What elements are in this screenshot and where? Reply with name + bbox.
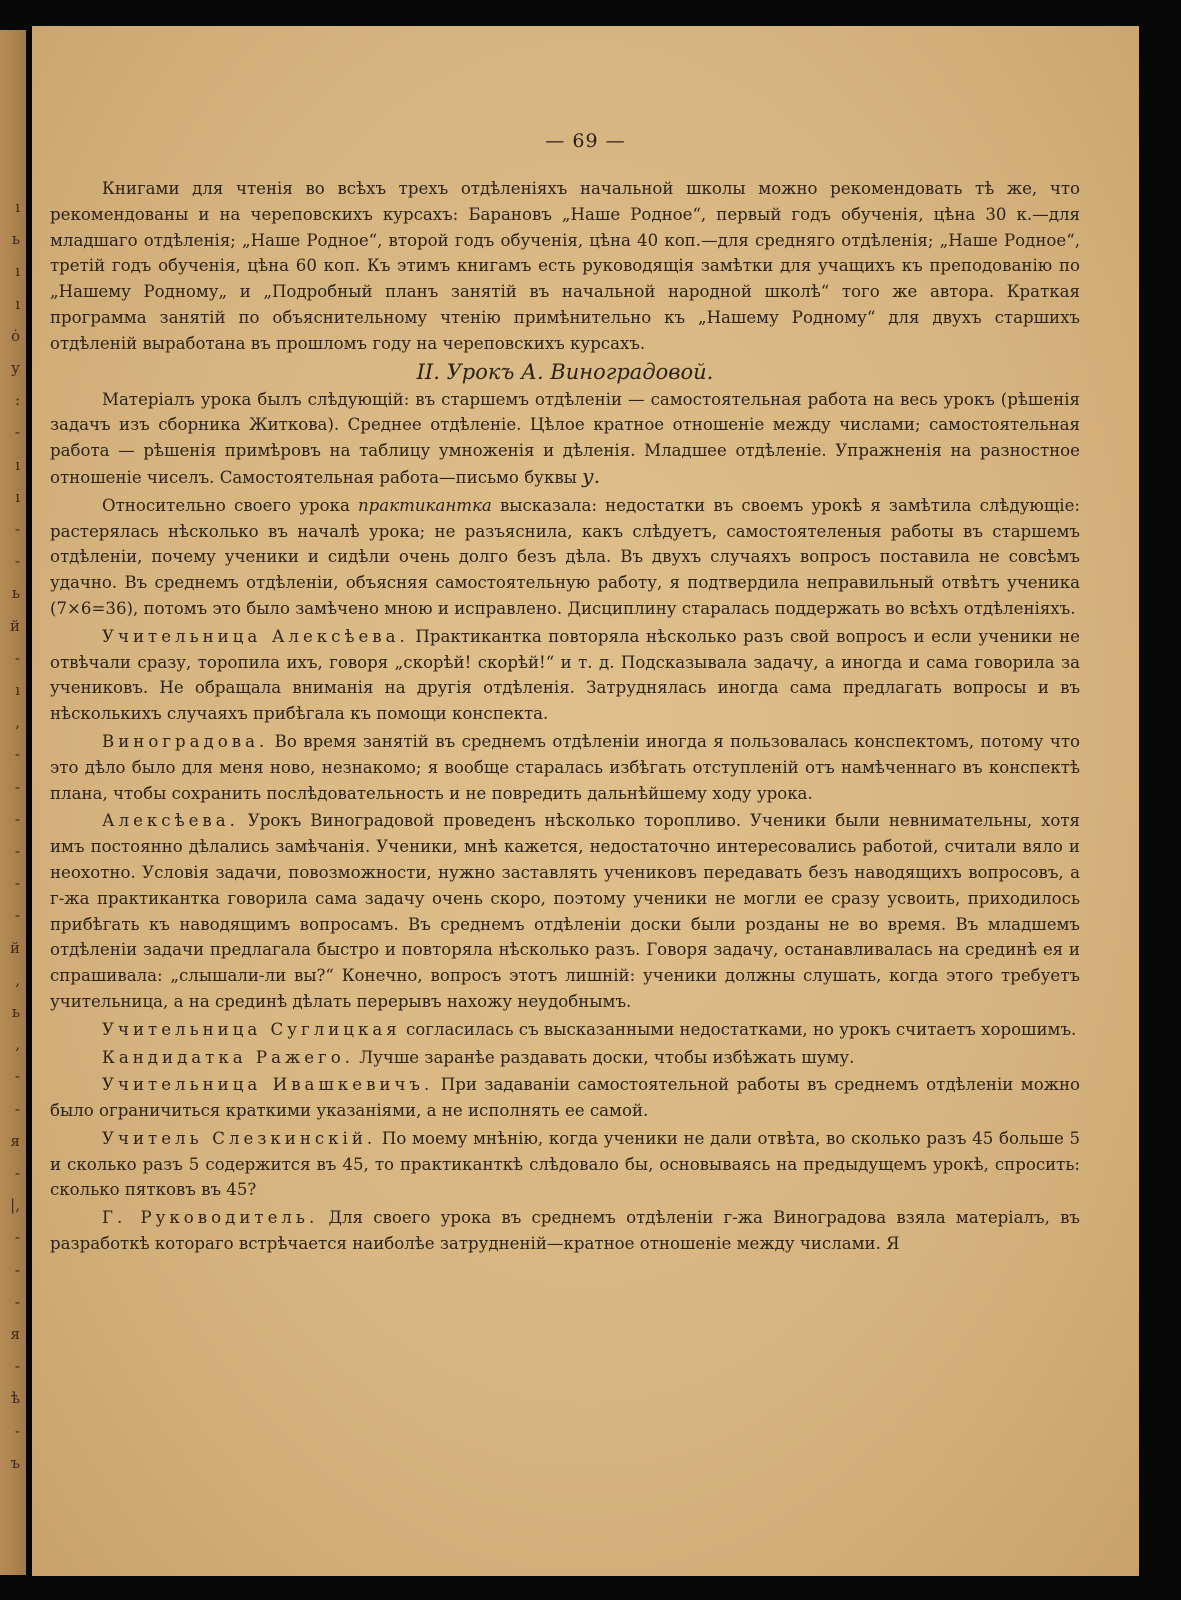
margin-mark: ,: [15, 970, 20, 989]
margin-mark: -: [14, 648, 20, 667]
paragraph-books: Книгами для чтенія во всѣхъ трехъ отдѣленіяхъ начальной школы можно рекомендовать тѣ же, что рекомендованы и на череповскихъ курсахъ: Барановъ „Наше Родное“, первый годъ обученія, цѣна 30 к.—для младшаго отдѣленія; „Наше Родное“, второй годъ обученія, цѣна 40 коп.—для средняго отдѣленія; „Наше Родное“, третій годъ обученія, цѣна 60 коп. Къ этимъ книгамъ есть руководящія замѣтки для учащихъ къ преподованію по „Нашему Родному„ и „Подробный планъ занятій въ начальной народной школѣ“ того же автора. Краткая программа занятій по объяснительному чтенію примѣнительно къ „Нашему Родному“ для двухъ старшихъ отдѣленій выработана въ прошломъ году на череповскихъ курсахъ.: [50, 179, 1080, 353]
remark-razhego: [50, 1045, 1080, 1071]
practicant-before: Относительно своего урока: [102, 495, 350, 515]
margin-mark: -: [14, 1164, 20, 1182]
remark-text: Для своего урока въ среднемъ отдѣленіи г-жа Виноградова взяла матеріалъ, въ разработкѣ котораго встрѣчается наиболѣе затрудненій—кратное отношеніе между числами. Я: [50, 1208, 1080, 1254]
margin-mark: ı: [15, 681, 20, 699]
margin-mark: -: [14, 1260, 20, 1279]
margin-mark: |,: [10, 1196, 20, 1215]
material-text: Матеріалъ урока былъ слѣдующій: въ старшемъ отдѣленіи — самостоятельная работа на весь урокъ (рѣшенія задачъ изъ сборника Житкова). Среднее отдѣленіе. Цѣлое кратное отношеніе между числами; самостоятельная работа — рѣшенія примѣровъ на таблицу умноженія и дѣленія. Младшее отдѣленіе. Упражненія на разностное отношеніе чиселъ. Самостоятельная работа—письмо буквы: [50, 389, 1080, 487]
speaker-name: Учитель Слезкинскій.: [102, 1128, 377, 1148]
material-letter: у.: [582, 463, 601, 488]
margin-mark: ı: [15, 198, 20, 216]
remark-slezkinsky: [50, 1126, 1080, 1203]
margin-mark: -: [14, 906, 20, 925]
margin-mark: я: [10, 1131, 20, 1150]
margin-mark: ı: [15, 455, 20, 474]
margin-mark: -: [14, 520, 20, 538]
remark-text: При задаваніи самостоятельной работы въ среднемъ отдѣленіи можно было ограничиться краткими указаніями, а не исполнять ее самой.: [50, 1075, 1081, 1121]
remark-alekseeva-1: [50, 624, 1080, 727]
margin-mark: -: [14, 874, 20, 893]
remark-text: Во время занятій въ среднемъ отдѣленіи иногда я пользовалась конспектомъ, потому что это дѣло было для меня ново, незнакомо; я вообще старалась избѣгать отступленій отъ намѣченнаго въ конспектѣ плана, чтобы сохранить послѣдовательность и не повредить дальнѣйшему ходу урока.: [50, 731, 1080, 803]
remark-ivashkevich: [50, 1072, 1080, 1124]
remark-rukovoditel: [50, 1205, 1080, 1257]
remark-text: Лучше заранѣе раздавать доски, чтобы избѣжать шуму.: [359, 1047, 855, 1067]
margin-mark: ь: [11, 584, 20, 603]
speaker-name: Учительница Ивашкевичъ.: [102, 1075, 434, 1095]
remark-text: Практикантка повторяла нѣсколько разъ свой вопросъ и если ученики не отвѣчали сразу, торопила ихъ, говоря „скорѣй! скорѣй!“ и т. д. Подсказывала задачу, а иногда и сама говорила за учениковъ. Не обращала вниманія на другія отдѣленія. Затруднялась иногда сама предлагать вопросы и въ нѣсколькихъ случаяхъ прибѣгала къ помощи конспекта.: [50, 626, 1080, 724]
remark-suglitskaya: [50, 1017, 1080, 1043]
margin-mark: ь: [11, 1003, 20, 1021]
remark-alekseeva-2: [50, 808, 1080, 1014]
speaker-name: Алексѣева.: [102, 811, 239, 831]
speaker-name: Кандидатка Ражего.: [102, 1047, 355, 1067]
margin-mark: -: [14, 1292, 20, 1311]
book-page: [32, 26, 1139, 1576]
margin-mark: ,: [15, 1035, 20, 1054]
margin-mark: ,: [15, 713, 20, 732]
remark-text: согласилась съ высказанными недостатками, но урокъ считаетъ хорошимъ.: [406, 1019, 1077, 1039]
speaker-name: Учительница Суглицкая: [102, 1019, 401, 1039]
margin-mark: у: [11, 359, 20, 377]
margin-mark: ъ: [10, 1453, 20, 1472]
speaker-name: Учительница Алексѣева.: [102, 626, 409, 646]
paragraph-practicant: [50, 493, 1080, 622]
paragraph-material: [50, 387, 1080, 491]
margin-mark: -: [14, 1421, 20, 1440]
practicant-after: высказала: недостатки въ своемъ урокѣ я замѣтила слѣдующіе: растерялась нѣсколько въ началѣ урока; не разъяснила, какъ слѣдуетъ, самостоятеленыя работы въ старшемъ отдѣленіи, почему ученики и сидѣли очень долго безъ дѣла. Въ двухъ случаяхъ вопросъ поставила не совсѣмъ удачно. Въ среднемъ отдѣленіи, объясняя самостоятельную работу, я подтвердила неправильный отвѣтъ ученика (7×6=36), потомъ это было замѣчено мною и исправлено. Дисциплину старалась поддержать во всѣхъ отдѣленіяхъ.: [50, 495, 1080, 618]
remark-text: Урокъ Виноградовой проведенъ нѣсколько торопливо. Ученики были невнимательны, хотя имъ постоянно дѣлались замѣчанія. Ученики, мнѣ кажется, недостаточно интересовались работой, считали вяло и неохотно. Условія задачи, повозможности, нужно заставлять учениковъ передавать безъ наводящихъ вопросовъ, а г-жа практикантка говорила сама задачу очень скоро, поэтому ученики не могли ее сразу усвоить, приходилось прибѣгать къ наводящимъ вопросамъ. Въ среднемъ отдѣленіи доски были розданы не во время. Въ младшемъ отдѣленіи задачи предлагала быстро и повторяла нѣсколько разъ. Говоря задачу, останавливалась на срединѣ ея и спрашивала: „слышали-ли вы?“ Конечно, вопросъ этотъ лишній: ученики должны слушать, когда этого требуетъ учительница, а на срединѣ дѣлать перерывъ нахожу неудобнымъ.: [50, 811, 1080, 1011]
margin-mark: ь: [11, 230, 20, 249]
margin-mark: -: [14, 423, 20, 442]
margin-mark: й: [10, 938, 20, 957]
margin-mark: ı: [15, 487, 20, 506]
margin-mark: -: [14, 809, 20, 828]
page-text: [50, 176, 1080, 1259]
margin-mark: я: [10, 1325, 20, 1343]
speaker-name: Г. Руководитель.: [102, 1208, 319, 1228]
margin-mark: ı: [15, 294, 20, 313]
left-page-edge: [0, 30, 26, 1575]
remark-vinogradova: [50, 729, 1080, 806]
margin-mark: -: [14, 777, 20, 796]
margin-mark: -: [14, 552, 20, 571]
margin-mark: й: [10, 616, 20, 635]
margin-mark: -: [14, 842, 20, 860]
margin-mark: ѣ: [10, 1389, 20, 1408]
remark-text: По моему мнѣнію, когда ученики не дали отвѣта, во сколько разъ 45 больше 5 и сколько разъ 5 содержится въ 45, то практиканткѣ слѣдовало бы, основываясь на предыдущемъ урокѣ, спросить: сколько пятковъ въ 45?: [50, 1128, 1081, 1200]
margin-mark: -: [14, 1099, 20, 1118]
margin-mark: -: [14, 745, 20, 764]
speaker-name: Виноградова.: [102, 731, 269, 751]
margin-mark: ı: [15, 262, 20, 281]
page-number: — 69 —: [545, 130, 626, 152]
margin-mark: -: [14, 1067, 20, 1086]
section-heading: II. Урокъ А. Виноградовой.: [416, 359, 714, 384]
margin-mark: :: [14, 391, 20, 410]
margin-mark: -: [14, 1228, 20, 1247]
margin-mark: -: [14, 1357, 20, 1376]
practicant-emph: практикантка: [358, 495, 492, 515]
margin-mark: ȯ: [10, 326, 20, 345]
